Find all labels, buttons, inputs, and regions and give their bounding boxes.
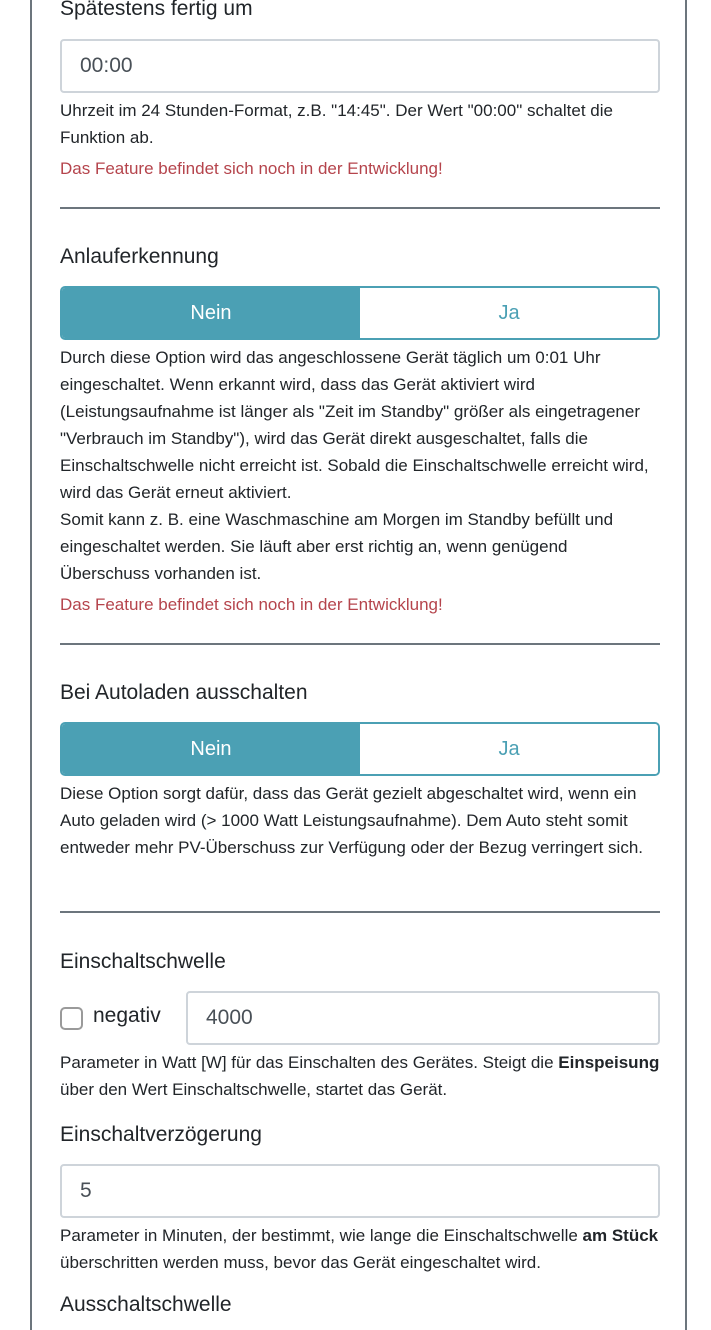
divider [60, 643, 660, 645]
einschaltverzoegerung-input[interactable]: 5 [60, 1164, 660, 1218]
spaetestens-label: Spätestens fertig um [60, 0, 253, 20]
help-bold-text: am Stück [582, 1226, 659, 1245]
spaetestens-input[interactable]: 00:00 [60, 39, 660, 93]
autoladen-option-ja[interactable]: Ja [360, 724, 658, 774]
anlauferkennung-help-2: Somit kann z. B. eine Waschmaschine am Morgen im Standby befüllt und eingeschaltet werden. Sie läuft aber erst richtig an, wenn genügend Überschuss vorhanden ist. [60, 510, 614, 583]
help-bold-text: Einspeisung [558, 1053, 660, 1072]
help-text: Parameter in Minuten, der bestimmt, wie lange die Einschaltschwelle [60, 1226, 583, 1245]
einschaltschwelle-help [60, 1049, 660, 1103]
divider [60, 911, 660, 913]
anlauferkennung-label: Anlauferkennung [60, 245, 219, 268]
autoladen-toggle [60, 722, 660, 776]
ausschaltschwelle-label: Ausschaltschwelle [60, 1293, 232, 1316]
negativ-checkbox-label[interactable]: negativ [93, 1004, 161, 1027]
anlauferkennung-toggle [60, 286, 660, 340]
anlauferkennung-warning: Das Feature befindet sich noch in der Entwicklung! [60, 595, 443, 614]
help-text: über den Wert Einschaltschwelle, startet das Gerät. [60, 1080, 448, 1099]
spaetestens-warning: Das Feature befindet sich noch in der Entwicklung! [60, 159, 443, 178]
einschaltschwelle-label: Einschaltschwelle [60, 950, 226, 973]
einschaltverzoegerung-help [60, 1222, 660, 1276]
einschaltschwelle-input[interactable]: 4000 [186, 991, 660, 1045]
anlauferkennung-help: Durch diese Option wird das angeschlossene Gerät täglich um 0:01 Uhr eingeschaltet. Wenn erkannt wird, dass das Gerät aktiviert wird (Leistungsaufnahme ist länger als "Zeit im Standby" größer als eingetragener "Verbrauch im Standby"), wird das Gerät direkt ausgeschaltet, falls die Einschaltschwelle nicht erreicht ist. Sobald die Einschaltschwelle erreicht wird, wird das Gerät erneut aktiviert. [60, 348, 649, 502]
divider [60, 207, 660, 209]
autoladen-label: Bei Autoladen ausschalten [60, 681, 308, 704]
autoladen-option-nein[interactable]: Nein [62, 724, 360, 774]
anlauferkennung-option-ja[interactable]: Ja [360, 288, 658, 338]
negativ-checkbox[interactable] [60, 1007, 83, 1030]
help-text: überschritten werden muss, bevor das Gerät eingeschaltet wird. [60, 1253, 541, 1272]
autoladen-help: Diese Option sorgt dafür, dass das Gerät gezielt abgeschaltet wird, wenn ein Auto geladen wird (> 1000 Watt Leistungsaufnahme). Dem Auto steht somit entweder mehr PV-Überschuss zur Verfügung oder der Bezug verringert sich. [60, 784, 644, 857]
einschaltverzoegerung-label: Einschaltverzögerung [60, 1123, 262, 1146]
help-text: Parameter in Watt [W] für das Einschalten des Gerätes. Steigt die [60, 1053, 559, 1072]
spaetestens-help: Uhrzeit im 24 Stunden-Format, z.B. "14:45". Der Wert "00:00" schaltet die Funktion ab. [60, 101, 613, 147]
anlauferkennung-option-nein[interactable]: Nein [62, 288, 360, 338]
